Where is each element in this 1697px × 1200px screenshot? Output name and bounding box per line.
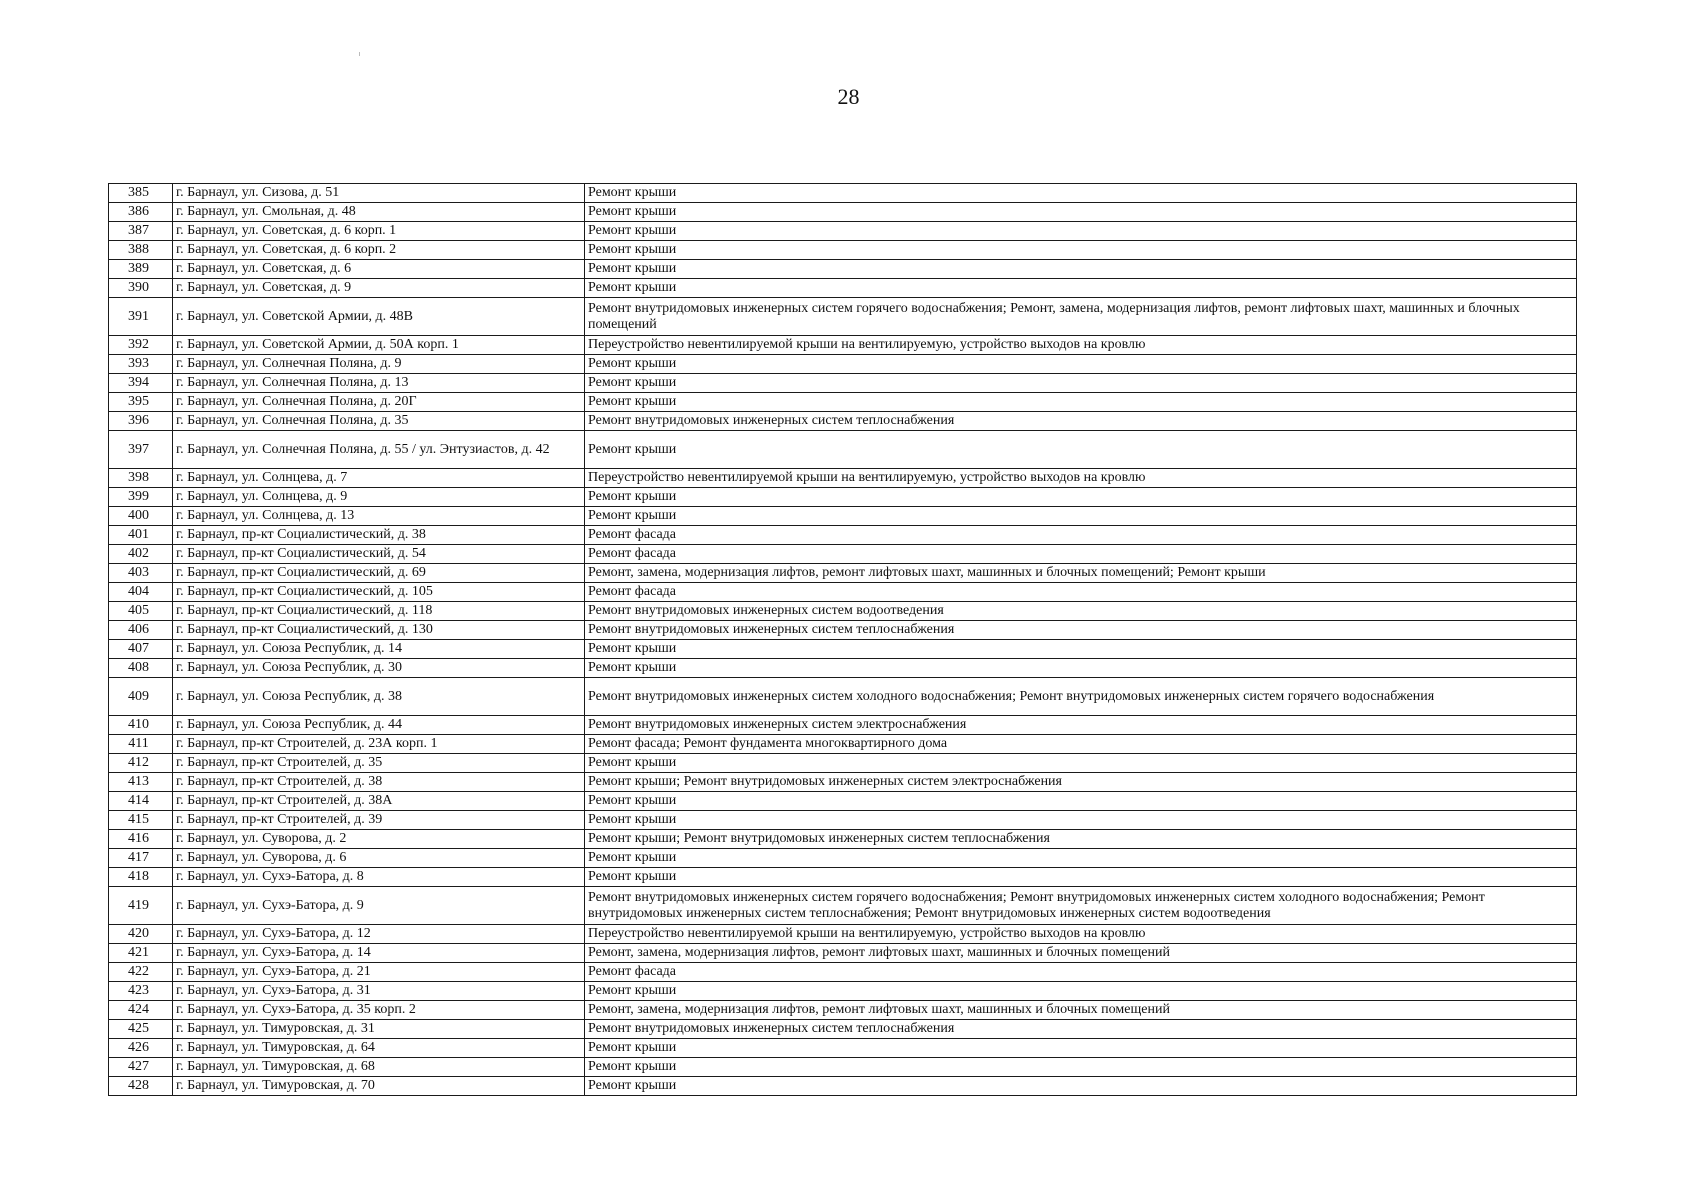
address-cell: г. Барнаул, ул. Советской Армии, д. 50А корп. 1 [173,336,585,355]
table-row [109,1020,1577,1039]
row-number-cell: 405 [109,602,173,621]
address-cell: г. Барнаул, пр-кт Социалистический, д. 38 [173,526,585,545]
row-number-cell: 391 [109,298,173,336]
address-cell: г. Барнаул, ул. Тимуровская, д. 70 [173,1077,585,1096]
address-cell: г. Барнаул, ул. Солнечная Поляна, д. 55 / ул. Энтузиастов, д. 42 [173,431,585,469]
work-type-cell: Ремонт крыши [585,849,1577,868]
table-row [109,754,1577,773]
work-type-cell: Ремонт крыши [585,1077,1577,1096]
table-row [109,431,1577,469]
table-row [109,963,1577,982]
work-type-cell: Переустройство невентилируемой крыши на вентилируемую, устройство выходов на кровлю [585,469,1577,488]
work-type-cell: Ремонт фасада [585,583,1577,602]
row-number-cell: 392 [109,336,173,355]
address-cell: г. Барнаул, ул. Солнцева, д. 13 [173,507,585,526]
address-cell: г. Барнаул, пр-кт Строителей, д. 38 [173,773,585,792]
work-type-cell: Ремонт крыши [585,279,1577,298]
row-number-cell: 406 [109,621,173,640]
address-cell: г. Барнаул, ул. Тимуровская, д. 68 [173,1058,585,1077]
table-row [109,279,1577,298]
work-type-cell: Ремонт внутридомовых инженерных систем теплоснабжения [585,1020,1577,1039]
address-cell: г. Барнаул, ул. Суворова, д. 6 [173,849,585,868]
work-type-cell: Ремонт крыши [585,754,1577,773]
table-row [109,203,1577,222]
work-type-cell: Ремонт, замена, модернизация лифтов, ремонт лифтовых шахт, машинных и блочных помещений; Ремонт крыши [585,564,1577,583]
work-type-cell: Ремонт крыши [585,393,1577,412]
row-number-cell: 417 [109,849,173,868]
address-cell: г. Барнаул, ул. Сизова, д. 51 [173,184,585,203]
work-type-cell: Ремонт крыши [585,507,1577,526]
work-type-cell: Ремонт внутридомовых инженерных систем теплоснабжения [585,412,1577,431]
work-type-cell: Переустройство невентилируемой крыши на вентилируемую, устройство выходов на кровлю [585,925,1577,944]
address-cell: г. Барнаул, ул. Союза Республик, д. 14 [173,640,585,659]
row-number-cell: 386 [109,203,173,222]
work-type-cell: Ремонт внутридомовых инженерных систем холодного водоснабжения; Ремонт внутридомовых инженерных систем горячего водоснабжения [585,678,1577,716]
address-cell: г. Барнаул, ул. Тимуровская, д. 64 [173,1039,585,1058]
address-cell: г. Барнаул, ул. Сухэ-Батора, д. 14 [173,944,585,963]
row-number-cell: 418 [109,868,173,887]
table-row [109,526,1577,545]
table-row [109,241,1577,260]
address-cell: г. Барнаул, ул. Солнцева, д. 7 [173,469,585,488]
address-cell: г. Барнаул, ул. Солнечная Поляна, д. 20Г [173,393,585,412]
address-cell: г. Барнаул, ул. Суворова, д. 2 [173,830,585,849]
table-row [109,678,1577,716]
address-cell: г. Барнаул, ул. Советская, д. 6 корп. 2 [173,241,585,260]
table-row [109,393,1577,412]
address-cell: г. Барнаул, пр-кт Социалистический, д. 118 [173,602,585,621]
row-number-cell: 407 [109,640,173,659]
work-type-cell: Ремонт фасада [585,526,1577,545]
table-row [109,1058,1577,1077]
table-row [109,507,1577,526]
work-type-cell: Ремонт крыши [585,640,1577,659]
row-number-cell: 409 [109,678,173,716]
work-type-cell: Ремонт внутридомовых инженерных систем электроснабжения [585,716,1577,735]
table-row [109,735,1577,754]
row-number-cell: 415 [109,811,173,830]
address-cell: г. Барнаул, ул. Советская, д. 9 [173,279,585,298]
row-number-cell: 413 [109,773,173,792]
table-row [109,1039,1577,1058]
row-number-cell: 400 [109,507,173,526]
table-row [109,602,1577,621]
row-number-cell: 388 [109,241,173,260]
work-type-cell: Ремонт, замена, модернизация лифтов, ремонт лифтовых шахт, машинных и блочных помещений [585,944,1577,963]
row-number-cell: 390 [109,279,173,298]
address-cell: г. Барнаул, пр-кт Социалистический, д. 105 [173,583,585,602]
table-row [109,222,1577,241]
table-row [109,849,1577,868]
address-cell: г. Барнаул, ул. Сухэ-Батора, д. 8 [173,868,585,887]
row-number-cell: 422 [109,963,173,982]
work-type-cell: Ремонт крыши [585,431,1577,469]
work-type-cell: Ремонт внутридомовых инженерных систем теплоснабжения [585,621,1577,640]
work-type-cell: Ремонт крыши [585,203,1577,222]
table-row [109,982,1577,1001]
table-row [109,868,1577,887]
work-type-cell: Ремонт внутридомовых инженерных систем водоотведения [585,602,1577,621]
table-row [109,640,1577,659]
row-number-cell: 396 [109,412,173,431]
table-row [109,792,1577,811]
table-row [109,564,1577,583]
table-row [109,184,1577,203]
repair-table [108,183,1577,1096]
table-row [109,583,1577,602]
row-number-cell: 412 [109,754,173,773]
table-row [109,336,1577,355]
table-row [109,374,1577,393]
row-number-cell: 404 [109,583,173,602]
row-number-cell: 428 [109,1077,173,1096]
work-type-cell: Ремонт крыши [585,488,1577,507]
address-cell: г. Барнаул, ул. Смольная, д. 48 [173,203,585,222]
work-type-cell: Ремонт крыши [585,811,1577,830]
address-cell: г. Барнаул, ул. Сухэ-Батора, д. 12 [173,925,585,944]
table-row [109,659,1577,678]
work-type-cell: Ремонт крыши; Ремонт внутридомовых инженерных систем электроснабжения [585,773,1577,792]
table-row [109,925,1577,944]
row-number-cell: 389 [109,260,173,279]
row-number-cell: 397 [109,431,173,469]
work-type-cell: Ремонт крыши [585,1039,1577,1058]
address-cell: г. Барнаул, пр-кт Строителей, д. 39 [173,811,585,830]
work-type-cell: Ремонт крыши [585,982,1577,1001]
work-type-cell: Ремонт, замена, модернизация лифтов, ремонт лифтовых шахт, машинных и блочных помещений [585,1001,1577,1020]
work-type-cell: Ремонт крыши [585,792,1577,811]
scan-mark [359,52,360,56]
row-number-cell: 395 [109,393,173,412]
row-number-cell: 410 [109,716,173,735]
row-number-cell: 421 [109,944,173,963]
address-cell: г. Барнаул, пр-кт Социалистический, д. 54 [173,545,585,564]
row-number-cell: 423 [109,982,173,1001]
row-number-cell: 414 [109,792,173,811]
work-type-cell: Ремонт фасада [585,545,1577,564]
work-type-cell: Ремонт крыши [585,184,1577,203]
address-cell: г. Барнаул, ул. Союза Республик, д. 38 [173,678,585,716]
work-type-cell: Переустройство невентилируемой крыши на вентилируемую, устройство выходов на кровлю [585,336,1577,355]
table-row [109,1077,1577,1096]
row-number-cell: 427 [109,1058,173,1077]
address-cell: г. Барнаул, ул. Солнечная Поляна, д. 35 [173,412,585,431]
work-type-cell: Ремонт крыши [585,222,1577,241]
address-cell: г. Барнаул, ул. Советской Армии, д. 48В [173,298,585,336]
address-cell: г. Барнаул, ул. Советская, д. 6 [173,260,585,279]
table-row [109,944,1577,963]
address-cell: г. Барнаул, ул. Сухэ-Батора, д. 31 [173,982,585,1001]
table-row [109,355,1577,374]
table-row [109,469,1577,488]
table-body [109,184,1577,1096]
address-cell: г. Барнаул, ул. Сухэ-Батора, д. 35 корп. 2 [173,1001,585,1020]
work-type-cell: Ремонт крыши [585,355,1577,374]
address-cell: г. Барнаул, пр-кт Строителей, д. 38А [173,792,585,811]
work-type-cell: Ремонт крыши [585,868,1577,887]
row-number-cell: 425 [109,1020,173,1039]
address-cell: г. Барнаул, ул. Солнечная Поляна, д. 9 [173,355,585,374]
table-row [109,811,1577,830]
address-cell: г. Барнаул, ул. Союза Республик, д. 44 [173,716,585,735]
row-number-cell: 416 [109,830,173,849]
work-type-cell: Ремонт крыши [585,241,1577,260]
row-number-cell: 402 [109,545,173,564]
table-row [109,621,1577,640]
address-cell: г. Барнаул, ул. Тимуровская, д. 31 [173,1020,585,1039]
table-row [109,773,1577,792]
address-cell: г. Барнаул, ул. Советская, д. 6 корп. 1 [173,222,585,241]
row-number-cell: 398 [109,469,173,488]
address-cell: г. Барнаул, пр-кт Социалистический, д. 69 [173,564,585,583]
address-cell: г. Барнаул, ул. Солнечная Поляна, д. 13 [173,374,585,393]
repair-table-container [108,183,1576,1096]
row-number-cell: 426 [109,1039,173,1058]
row-number-cell: 393 [109,355,173,374]
work-type-cell: Ремонт внутридомовых инженерных систем горячего водоснабжения; Ремонт внутридомовых инженерных систем холодного водоснабжения; Ремонт внутридомовых инженерных систем теплоснабжения; Ремонт внутридомовых инженерных систем водоотведения [585,887,1577,925]
row-number-cell: 420 [109,925,173,944]
table-row [109,545,1577,564]
row-number-cell: 408 [109,659,173,678]
address-cell: г. Барнаул, ул. Сухэ-Батора, д. 21 [173,963,585,982]
work-type-cell: Ремонт крыши [585,260,1577,279]
work-type-cell: Ремонт фасада; Ремонт фундамента многоквартирного дома [585,735,1577,754]
row-number-cell: 419 [109,887,173,925]
work-type-cell: Ремонт крыши [585,374,1577,393]
row-number-cell: 411 [109,735,173,754]
row-number-cell: 403 [109,564,173,583]
address-cell: г. Барнаул, ул. Солнцева, д. 9 [173,488,585,507]
address-cell: г. Барнаул, ул. Сухэ-Батора, д. 9 [173,887,585,925]
row-number-cell: 385 [109,184,173,203]
row-number-cell: 387 [109,222,173,241]
work-type-cell: Ремонт внутридомовых инженерных систем горячего водоснабжения; Ремонт, замена, модернизация лифтов, ремонт лифтовых шахт, машинных и блочных помещений [585,298,1577,336]
page-number: 28 [837,84,860,109]
address-cell: г. Барнаул, пр-кт Строителей, д. 23А корп. 1 [173,735,585,754]
table-row [109,887,1577,925]
work-type-cell: Ремонт крыши [585,659,1577,678]
work-type-cell: Ремонт фасада [585,963,1577,982]
table-row [109,1001,1577,1020]
row-number-cell: 401 [109,526,173,545]
table-row [109,716,1577,735]
table-row [109,260,1577,279]
table-row [109,412,1577,431]
table-row [109,298,1577,336]
table-row [109,830,1577,849]
address-cell: г. Барнаул, пр-кт Строителей, д. 35 [173,754,585,773]
address-cell: г. Барнаул, ул. Союза Республик, д. 30 [173,659,585,678]
row-number-cell: 399 [109,488,173,507]
row-number-cell: 424 [109,1001,173,1020]
row-number-cell: 394 [109,374,173,393]
table-row [109,488,1577,507]
work-type-cell: Ремонт крыши; Ремонт внутридомовых инженерных систем теплоснабжения [585,830,1577,849]
address-cell: г. Барнаул, пр-кт Социалистический, д. 130 [173,621,585,640]
work-type-cell: Ремонт крыши [585,1058,1577,1077]
